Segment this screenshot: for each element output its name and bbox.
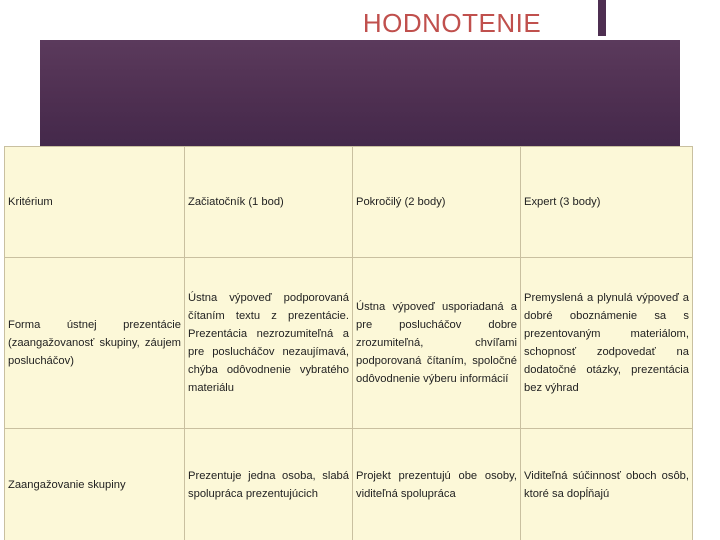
header-advanced: Pokročilý (2 body) <box>353 147 521 258</box>
cell-expert: Premyslená a plynulá výpoveď a dobré oboznámenie sa s prezentovaným materiálom, schopnosť zodpovedať na dodatočné otázky, prezentácia bez výhrad <box>521 258 693 429</box>
cell-beginner: Ústna výpoveď podporovaná čítaním textu z prezentácie. Prezentácia nezrozumiteľná a pre poslucháčov nezaujímavá, chýba odôvodnenie vybratého materiálu <box>185 258 353 429</box>
table-row <box>5 429 693 540</box>
title-banner <box>40 40 680 150</box>
cell-advanced: Ústna výpoveď usporiadaná a pre poslucháčov dobre zrozumiteľná, chvíľami podporovaná čítaním, spoločné odôvodnenie výberu informácií <box>353 258 521 429</box>
table-row <box>5 258 693 429</box>
cell-criterion: Forma ústnej prezentácie (zaangažovanosť skupiny, záujem poslucháčov) <box>5 258 185 429</box>
assessment-table <box>4 146 693 540</box>
banner-accent <box>598 0 606 36</box>
cell-beginner: Prezentuje jedna osoba, slabá spolupráca prezentujúcich <box>185 429 353 540</box>
header-expert: Expert (3 body) <box>521 147 693 258</box>
cell-advanced: Projekt prezentujú obe osoby, viditeľná spolupráca <box>353 429 521 540</box>
slide-title: HODNOTENIE <box>362 8 542 38</box>
cell-expert: Viditeľná súčinnosť oboch osôb, ktoré sa dopĺňajú <box>521 429 693 540</box>
header-beginner: Začiatočník (1 bod) <box>185 147 353 258</box>
header-criterion: Kritérium <box>5 147 185 258</box>
cell-criterion: Zaangažovanie skupiny <box>5 429 185 540</box>
table-header-row <box>5 147 693 258</box>
